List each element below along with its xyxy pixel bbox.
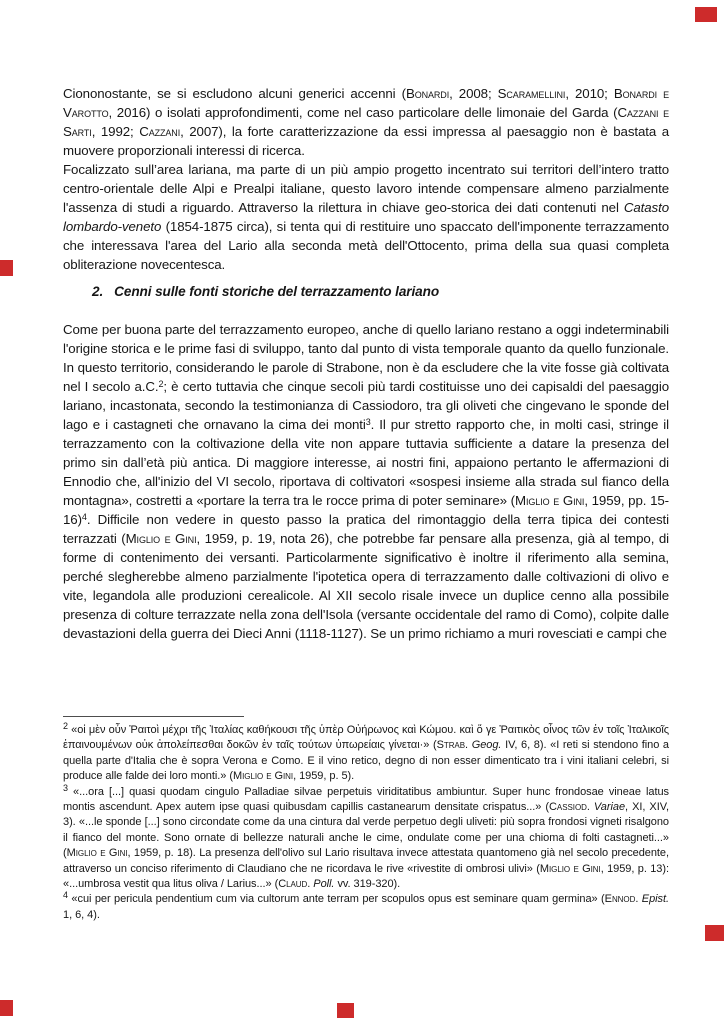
section-number: 2.	[92, 284, 104, 299]
text-run: Miglio e Gini	[539, 862, 601, 875]
footnote-2	[63, 723, 669, 785]
text-run: Variae	[593, 801, 626, 814]
footnote-reference: 2	[158, 379, 164, 389]
text-run: Come per buona parte del terrazzamento europeo, anche di quello lariano restano a oggi indeterminabili l'origine storica e le prime fasi di sviluppo, tanto dal punto di vista temporale quanto da quello funzionale. In questo territorio, considerando le parole di Strabone, non è da escludere che la vite fosse già coltivata nel I secolo a.C.	[63, 322, 669, 394]
paragraph-study-scope	[63, 160, 669, 274]
text-run: .	[307, 878, 314, 891]
text-run: Miglio e Gini	[125, 531, 197, 546]
text-run: Claud	[278, 878, 308, 891]
footnote-reference: 3	[365, 417, 371, 427]
text-run: «οἱ μὲν οὖν Ῥαιτοὶ μέχρι τῆς Ἰταλίας καθήκουσι τῆς ὑπὲρ Οὐήρωνος καὶ Κώμου. καὶ ὅ γε Ῥαιτικὸς οἶνος τῶν ἐν τοῖς Ἰταλικοῖς ἐπαινουμένων οὐκ ἀπολείπεσθαι δοκῶν ἐν ταῖς τούτων ὑπωρείαις γίνεται·» (	[63, 724, 669, 752]
text-run: , 1959, p. 18). La presenza dell'olivo sul Lario risultava invece attestata quantomeno già nel secolo precedente, attraverso un conciso riferimento di Claudiano che ne ricordava le rive «rivestite di ombrosi ulivi» (	[63, 847, 669, 875]
text-run: , 1992;	[91, 124, 140, 139]
text-run: (1854-1875 circa), si tenta qui di restituire uno spaccato dell'imponente terrazzamento che interessava l'area del Lario alla seconda metà dell'Ottocento, prima della sua quasi completa obliterazione novecentesca.	[63, 219, 669, 272]
text-run: Bonardi	[405, 86, 450, 101]
text-run: , 2010;	[565, 86, 614, 101]
text-run: , 1959, p. 13): «...umbrosa vestit qua litus oliva / Larius...» (	[63, 862, 669, 891]
text-run: . Il pur stretto rapporto che, in molti casi, stringe il terrazzamento con la coltivazione della vite non appare tuttavia sufficiente a datare la presenza del primo sin dall’età più antica. Di maggiore interesse, ai nostri fini, appaiono pertanto le affermazioni di Ennodio che, all'inizio del VI secolo, riportava di coltivatori «sospesi insieme alla strada sul fianco della montagna», costretti a «portare la terra tra le rocce prima di poter seminare» (	[63, 417, 669, 508]
text-run: .	[635, 893, 642, 906]
text-run: , 2016) o isolati approfondimenti, come nel caso particolare delle limonaie del Garda (	[108, 105, 618, 120]
text-run: , 2007), la forte caratterizzazione da essi impressa al paesaggio non è bastata a muovere proporzionali interessi di ricerca.	[63, 124, 669, 158]
page-text-column	[63, 84, 669, 643]
text-run: .	[586, 801, 594, 814]
text-run: Catasto lombardo-veneto	[63, 200, 669, 234]
text-run: , XI, XIV, 3). «...le sponde [...] sono circondate come da una cintura dal verde perpetuo degli uliveti: più sopra frondosi vigneti risalgono il fianco del monte. Sono ornate di bellezze naturali anche le cime, ondulate come per una chioma di folti castagneti...» (	[63, 801, 669, 860]
footnote-4	[63, 892, 669, 923]
text-run: IV, 6, 8). «I reti si stendono fino a quella parte d'Italia che è sopra Verona e Como. E il vino retico, degno di non esser dimenticato tra i vini italiani celebri, si produce alle falde dei loro monti.» (	[63, 739, 670, 783]
red-marker	[695, 7, 717, 22]
red-marker	[337, 1003, 354, 1018]
text-run: . Difficile non vedere in questo passo la pratica del rimontaggio della terra tipica dei contesti terrazzati (	[63, 512, 669, 546]
footnotes-block	[63, 716, 669, 923]
footnote-reference: 2	[63, 721, 68, 731]
text-run: Epist.	[641, 893, 670, 906]
footnote-separator	[63, 716, 244, 717]
footnote-reference: 4	[81, 512, 87, 522]
text-run: Scaramellini	[497, 86, 566, 101]
footnote-reference: 3	[63, 782, 68, 793]
text-run: , 2008;	[449, 86, 498, 101]
text-run: «cui per pericula pendentium cum via cultorum ante terram per scopulos opus est seminare quam germina» (	[67, 893, 605, 906]
text-run: Strab	[436, 739, 466, 752]
text-run: Cassiod	[549, 801, 587, 814]
red-marker	[705, 925, 724, 941]
text-run: Ennod	[604, 893, 636, 906]
text-run: Cazzani	[139, 124, 181, 139]
text-run: .	[465, 739, 472, 752]
text-run: Ciononostante, se si escludono alcuni generici accenni (	[63, 86, 406, 101]
text-run: vv. 319-320).	[334, 878, 401, 891]
text-run: Miglio e Gini	[515, 493, 585, 508]
text-run: Miglio e Gini	[232, 770, 294, 783]
text-run: , 1959, p. 5).	[293, 770, 355, 783]
text-run: Poll.	[313, 878, 335, 891]
footnote-reference: 4	[63, 890, 68, 901]
red-marker	[0, 1000, 13, 1016]
section-heading	[92, 284, 669, 299]
text-run: 1, 6, 4).	[63, 908, 100, 921]
footnote-3	[63, 782, 669, 893]
text-run: Cazzani e Sarti	[63, 105, 669, 139]
text-run: Bonardi e Varotto	[63, 86, 670, 120]
text-run: , 1959, p. 19, nota 26), che potrebbe far pensare alla presenza, già al tempo, di forme di contenimento dei versanti. Particolarmente significativo è inoltre il riferimento alla semina, perché slegherebbe almeno parzialmente l'ipotetica opera di terrazzamento dalle coltivazioni di olivo e vite, legandola alle produzioni cerealicole. Al XII secolo risale invece un duplice cenno alla possibile presenza di colture terrazzate nella zona dell'Isola (versante occidentale del ramo di Como), colpite dalle devastazioni della guerra dei Dieci Anni (1118-1127). Se un primo richiamo a muri rovesciati e campi che	[63, 531, 670, 641]
paragraph-historical-sources	[63, 320, 669, 643]
section-title: Cenni sulle fonti storiche del terrazzamento lariano	[114, 284, 440, 299]
text-run: Focalizzato sull’area lariana, ma parte di un più ampio progetto incentrato sui territori dell’intero tratto centro-orientale delle Alpi e Prealpi italiane, questo lavoro intende compensare almeno parzialmente l'assenza di studi a riguardo. Attraverso la rilettura in chiave geo-storica dei dati contenuti nel	[63, 162, 669, 215]
text-run: Miglio e Gini	[66, 847, 128, 860]
paragraph-research-gap	[63, 84, 669, 160]
text-run: ; è certo tuttavia che cinque secoli più tardi costituisse uno dei capisaldi del paesaggio lariano, incastonata, secondo la testimonianza di Cassiodoro, tra gli oliveti che cingevano le sponde del lago e i castagneti che ornavano la cima dei monti	[63, 379, 669, 432]
red-marker	[0, 260, 13, 276]
text-run: «...ora [...] quasi quodam cingulo Palladiae silvae perpetuis viriditatibus ambiuntur. Super hunc frondosae vineae latus montis ascendunt. Apex autem ipse quasi quibusdam capillis castanearum densitate crispatus...» (	[63, 785, 669, 814]
text-run: , 1959, pp. 15-16)	[63, 493, 669, 527]
text-run: Geog.	[471, 739, 502, 752]
